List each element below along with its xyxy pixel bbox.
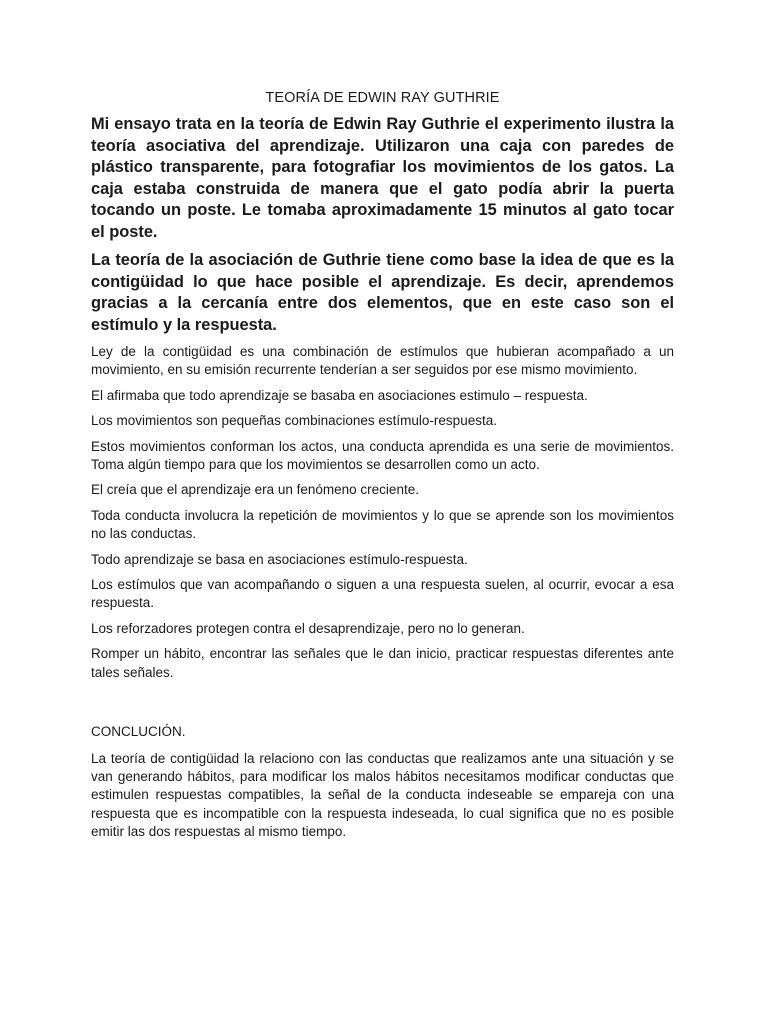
body-paragraph: Estos movimientos conforman los actos, una conducta aprendida es una serie de movimientos. Toma algún tiempo para que los movimientos se desarrollen como un acto. (91, 438, 674, 473)
body-paragraph: Romper un hábito, encontrar las señales que le dan inicio, practicar respuestas diferentes ante tales señales. (91, 646, 674, 680)
document-title: TEORÍA DE EDWIN RAY GUTHRIE (265, 90, 500, 106)
body-paragraph: Todo aprendizaje se basa en asociaciones estímulo-respuesta. (91, 551, 468, 567)
body-paragraph: Los estímulos que van acompañando o siguen a una respuesta suelen, al ocurrir, evocar a esa respuesta. (91, 577, 674, 611)
lead-paragraph-association: La teoría de la asociación de Guthrie tiene como base la idea de que es la contigüidad lo que hace posible el aprendizaje. Es decir, aprendemos gracias a la cercanía entre dos elementos, que en este caso son el estímulo y la respuesta. (91, 251, 674, 334)
document-page (91, 84, 674, 849)
body-paragraph: Los reforzadores protegen contra el desaprendizaje, pero no lo generan. (91, 620, 525, 636)
body-paragraph: El creía que el aprendizaje era un fenómeno creciente. (91, 482, 419, 498)
body-paragraph: Ley de la contigüidad es una combinación de estímulos que hubieran acompañado a un movimiento, en su emisión recurrente tenderían a ser seguidos por ese mismo movimiento. (91, 344, 674, 378)
section-spacer (91, 689, 674, 723)
conclusion-heading: CONCLUCIÓN. (91, 724, 186, 740)
body-paragraph: El afirmaba que todo aprendizaje se basaba en asociaciones estimulo – respuesta. (91, 387, 588, 403)
conclusion-paragraph: La teoría de contigüidad la relaciono con las conductas que realizamos ante una situación y se van generando hábitos, para modificar los malos hábitos necesitamos modificar conductas que estimulen respuestas compatibles, la señal de la conducta indeseable se empareja con una respuesta que es incompatible con la respuesta indeseada, lo cual significa que no es posible emitir las dos respuestas al mismo tiempo. (91, 750, 674, 840)
lead-paragraph-experiment: Mi ensayo trata en la teoría de Edwin Ray Guthrie el experimento ilustra la teoría asociativa del aprendizaje. Utilizaron una caja con paredes de plástico transparente, para fotografiar los movimientos de los gatos. La caja estaba construida de manera que el gato podía abrir la puerta tocando un poste. Le tomaba aproximadamente 15 minutos al gato tocar el poste. (91, 115, 674, 241)
body-paragraph: Toda conducta involucra la repetición de movimientos y lo que se aprende son los movimientos no las conductas. (91, 507, 674, 542)
body-paragraph: Los movimientos son pequeñas combinaciones estímulo-respuesta. (91, 413, 497, 429)
